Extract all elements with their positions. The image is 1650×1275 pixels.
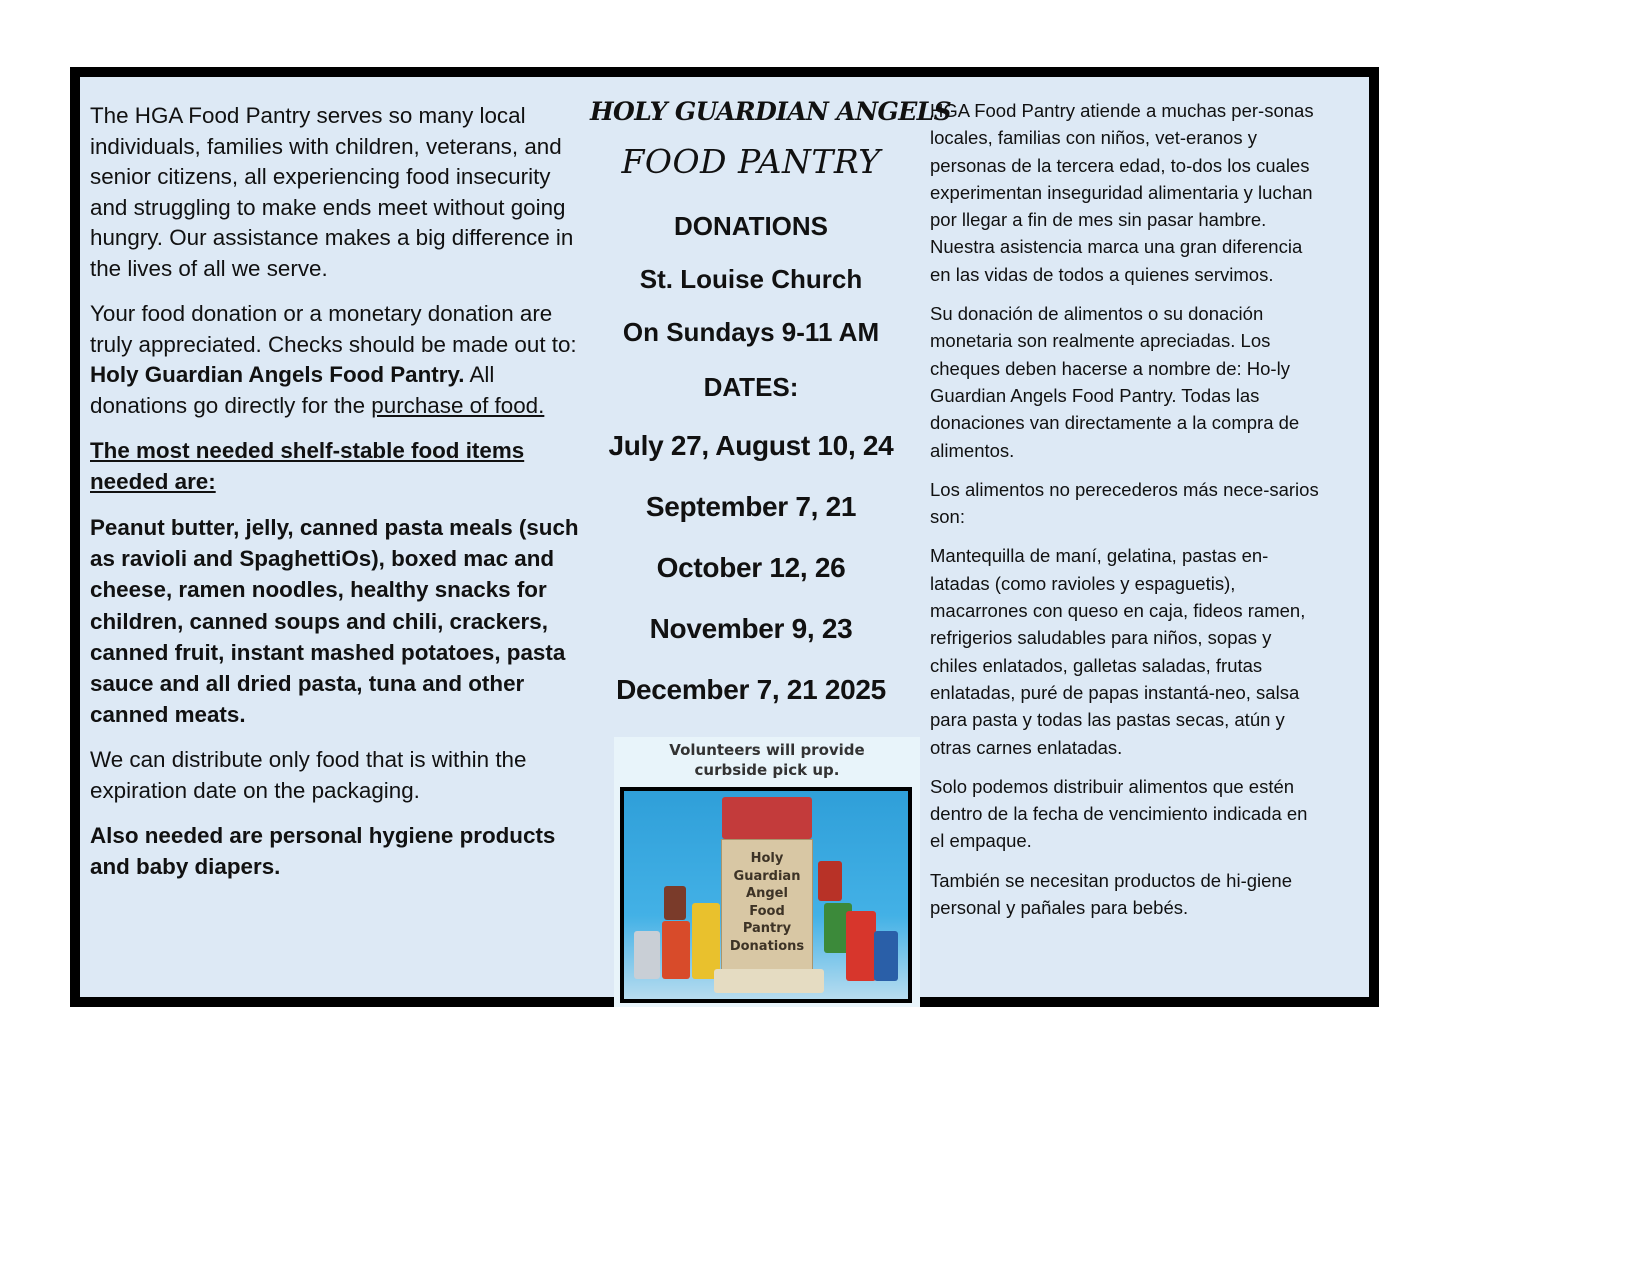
title-holy-guardian-angels: HOLY GUARDIAN ANGELS	[590, 97, 952, 126]
intro-paragraph: The HGA Food Pantry serves so many local individuals, families with children, veterans, and senior citizens, all experiencing food insecurity and struggling to make ends meet without going hungry. Our assistance makes a big difference in the lives of all we serve.	[90, 103, 574, 281]
bag-line: Holy	[750, 851, 784, 866]
grocery-bag	[721, 839, 813, 971]
center-column	[590, 94, 952, 720]
can-icon	[692, 903, 720, 979]
photo-caption	[614, 740, 920, 780]
needed-items-list: Peanut butter, jelly, canned pasta meals (such as ravioli and SpaghettiOs), boxed mac and cheese, ramen noodles, healthy snacks for children, canned soups and chili, crackers, canned fruit, instant mashed potatoes, pasta sauce and all dried pasta, tuna and other canned meats.	[90, 515, 579, 728]
can-icon	[874, 931, 898, 981]
can-icon	[634, 931, 660, 979]
hygiene-paragraph-es: También se necesitan productos de hi-giene personal y pañales para bebés.	[930, 869, 1293, 919]
date-line: October 12, 26	[656, 552, 846, 583]
dates-label: DATES:	[703, 372, 799, 402]
date-line: July 27, August 10, 24	[608, 430, 894, 461]
date-line: September 7, 21	[645, 491, 857, 522]
schedule: On Sundays 9-11 AM	[622, 317, 880, 347]
needed-items-heading-es: Los alimentos no perecederos más nece-sarios son:	[930, 478, 1319, 528]
expiration-paragraph-es: Solo podemos distribuir alimentos que estén dentro de la fecha de vencimiento indicada en el empaque.	[930, 775, 1308, 852]
caption-line-1: Volunteers will provide	[669, 741, 865, 759]
donation-photo	[614, 737, 920, 1007]
donation-paragraph-es: Su donación de alimentos o su donación monetaria son realmente apreciadas. Los cheques deben hacerse a nombre de: Ho-ly Guardian Angels Food Pantry. Todas las donaciones van directamente a la compra de alimentos.	[930, 303, 1300, 461]
can-icon	[818, 861, 842, 901]
can-icon	[662, 921, 690, 979]
hygiene-paragraph: Also needed are personal hygiene products and baby diapers.	[90, 823, 556, 879]
donation-paragraph	[90, 299, 580, 421]
bag-line: Pantry	[742, 921, 792, 936]
bag-line: Guardian	[733, 868, 801, 884]
photo-frame	[620, 787, 912, 1003]
purchase-of-food: purchase of food.	[371, 392, 545, 418]
expiration-paragraph: We can distribute only food that is within the expiration date on the packaging.	[90, 747, 527, 803]
title-food-pantry: FOOD PANTRY	[621, 142, 881, 181]
can-icon	[714, 969, 824, 993]
intro-paragraph-es: HGA Food Pantry atiende a muchas per-sonas locales, familias con niños, vet-eranos y personas de la tercera edad, to-dos los cuales experimentan inseguridad alimentaria y luchan por llegar a fin de mes sin pasar hambre. Nuestra asistencia marca una gran diferencia en las vidas de todos a quienes servimos.	[930, 100, 1314, 285]
needed-items-list-es: Mantequilla de maní, gelatina, pastas en-latadas (como ravioles y espaguetis), macarrones con queso en caja, fideos ramen, refrigerios saludables para niños, sopas y chiles enlatados, galletas saladas, frutas enlatadas, puré de papas instantá-neo, salsa para pasta y todas las pastas secas, atún y otras carnes enlatadas.	[930, 545, 1306, 758]
donation-text-mid: All donations go directly for the	[90, 362, 495, 418]
needed-items-heading: The most needed shelf-stable food items needed are:	[90, 438, 525, 494]
bag-label	[722, 850, 812, 955]
payee-name: Holy Guardian Angels Food Pantry.	[90, 362, 465, 387]
can-icon	[722, 797, 812, 839]
bag-line: Food	[749, 903, 785, 919]
church-name: St. Louise Church	[639, 264, 863, 294]
spanish-column	[930, 97, 1320, 933]
date-line: December 7, 21 2025	[616, 674, 886, 705]
can-icon	[846, 911, 876, 981]
english-column	[90, 101, 580, 897]
caption-line-2: curbside pick up.	[694, 761, 840, 779]
date-line: November 9, 23	[649, 613, 853, 644]
bag-line: Angel	[746, 886, 788, 901]
flyer-panel	[70, 67, 1379, 1007]
donation-text-start: Your food donation or a monetary donation are truly appreciated. Checks should be made out to:	[90, 301, 577, 357]
bag-line: Donations	[729, 938, 805, 954]
donations-heading: DONATIONS	[673, 211, 829, 241]
can-icon	[664, 886, 686, 920]
